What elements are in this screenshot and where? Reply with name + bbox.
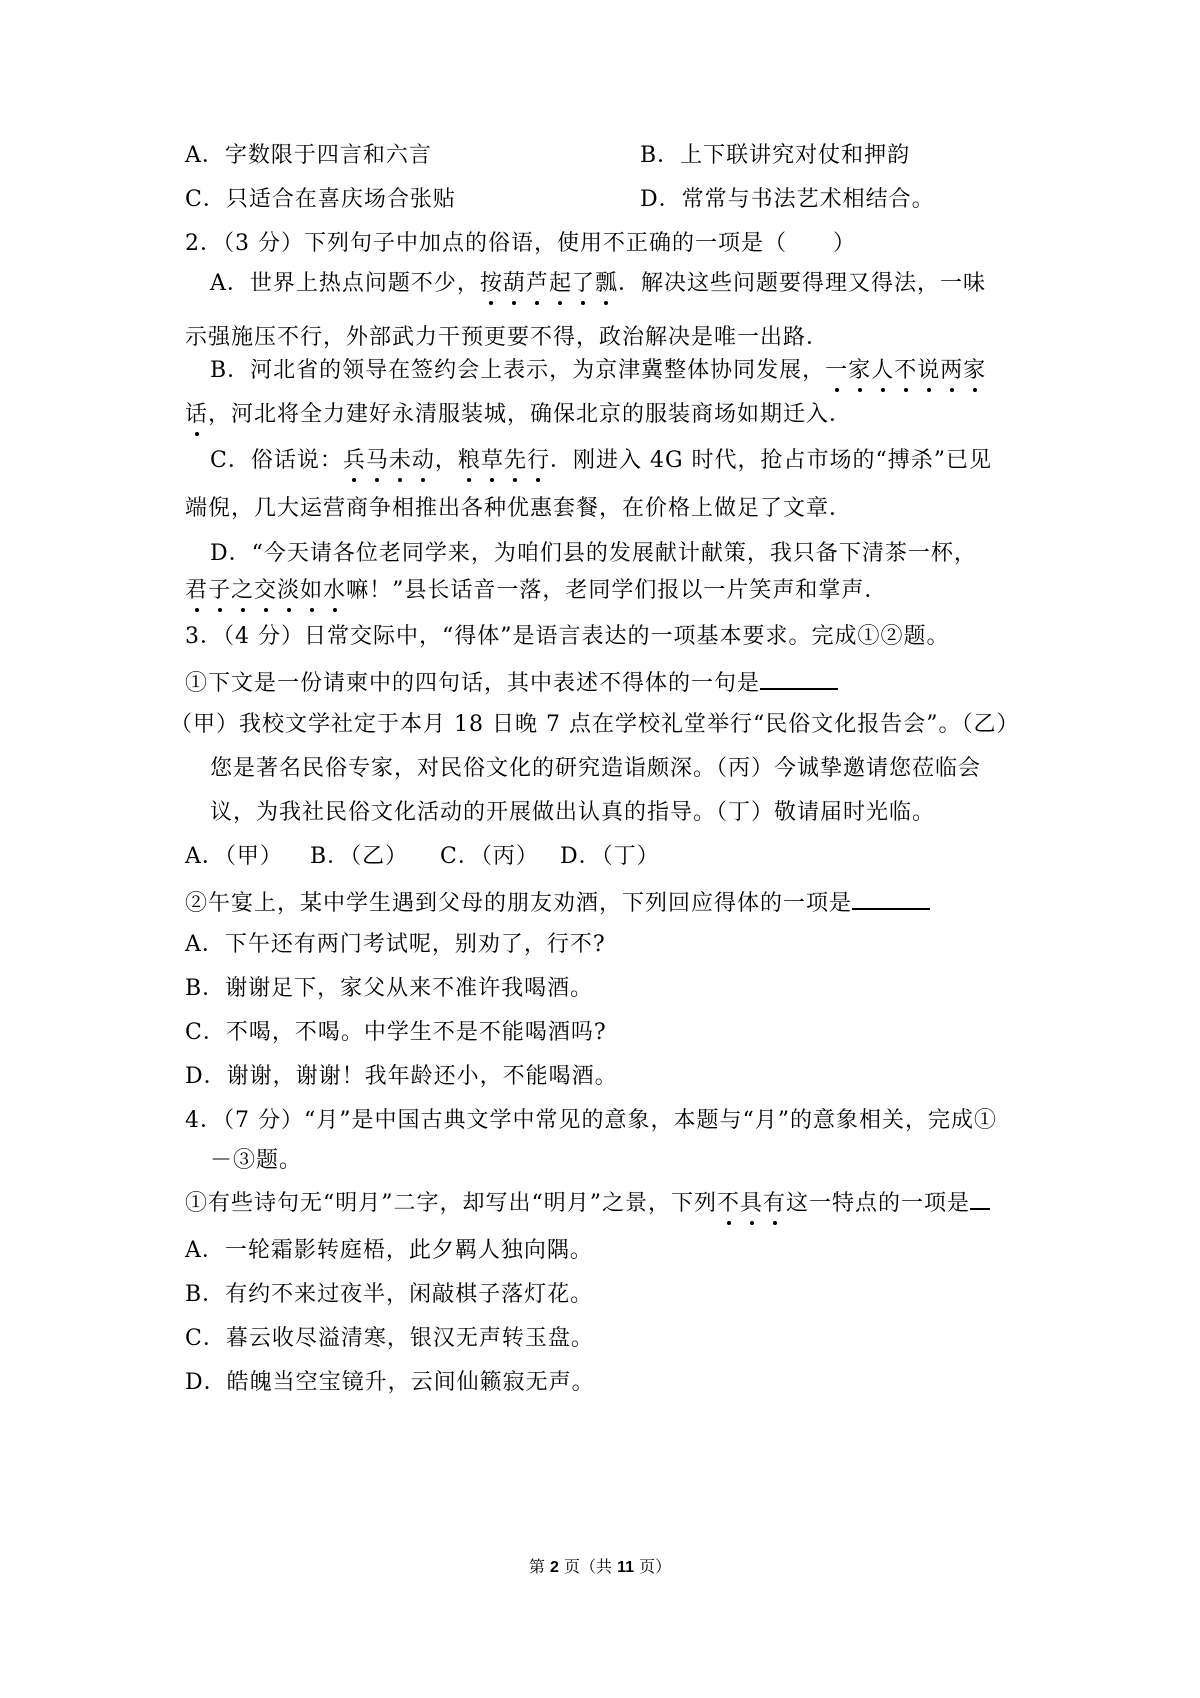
dotted-phrase: 一家人不说两家 bbox=[825, 358, 986, 383]
answer-blank bbox=[970, 1186, 990, 1210]
q2-stem: 2．（3 分）下列句子中加点的俗语，使用不正确的一项是（ ） bbox=[185, 231, 856, 256]
q4-option-b: B．有约不来过夜半，闲敲棋子落灯花。 bbox=[185, 1282, 594, 1307]
dotted-phrase: 按葫芦起了瓢 bbox=[480, 271, 618, 296]
q2-option-a-line1: A．世界上热点问题不少，按葫芦起了瓢．解决这些问题要得理又得法，一味 bbox=[210, 269, 986, 299]
dotted-phrase: 兵马未动，粮草先行 bbox=[343, 448, 550, 473]
dotted-phrase: 话 bbox=[185, 402, 208, 427]
q4-option-c: C．暮云收尽溢清寒，银汉无声转玉盘。 bbox=[185, 1326, 594, 1351]
q4-stem-line2: －③题。 bbox=[210, 1148, 303, 1173]
q3-sub2-option-c: C．不喝，不喝。中学生不是不能喝酒吗? bbox=[185, 1020, 607, 1045]
q3-invitation-line3: 议，为我社民俗文化活动的开展做出认真的指导。（丁）敬请届时光临。 bbox=[210, 800, 936, 825]
dotted-phrase: 不具有 bbox=[717, 1191, 786, 1216]
answer-blank bbox=[760, 666, 838, 690]
q4-option-a: A．一轮霜影转庭梧，此夕羁人独向隅。 bbox=[185, 1238, 593, 1263]
page-total: 11 bbox=[617, 1559, 635, 1576]
q1-option-d: D．常常与书法艺术相结合。 bbox=[640, 187, 935, 212]
q3-sub2-option-b: B．谢谢足下，家父从来不准许我喝酒。 bbox=[185, 976, 594, 1001]
q2-option-b-line1: B．河北省的领导在签约会上表示，为京津冀整体协同发展，一家人不说两家 bbox=[210, 356, 986, 386]
q2-option-c-line1: C．俗话说：兵马未动，粮草先行．刚进入 4G 时代，抢占市场的“搏杀”已见 bbox=[210, 446, 992, 476]
q3-option-c: C．（丙） bbox=[440, 844, 539, 869]
q3-option-d: D．（丁） bbox=[560, 844, 660, 869]
q3-stem: 3．（4 分）日常交际中，“得体”是语言表达的一项基本要求。完成①②题。 bbox=[185, 624, 950, 649]
page-number: 2 bbox=[549, 1559, 559, 1576]
q3-invitation-line2: 您是著名民俗专家，对民俗文化的研究造诣颇深。（丙）今诚挚邀请您莅临会 bbox=[210, 756, 982, 781]
q1-option-c: C．只适合在喜庆场合张贴 bbox=[185, 187, 456, 212]
q4-stem-line1: 4．（7 分）“月”是中国古典文学中常见的意象，本题与“月”的意象相关，完成① bbox=[185, 1108, 997, 1133]
q2-option-b-line2: 话，河北将全力建好永清服装城，确保北京的服装商场如期迁入． bbox=[185, 400, 852, 430]
dotted-phrase: 君子之交淡如水 bbox=[185, 578, 346, 603]
q1-option-b: B．上下联讲究对仗和押韵 bbox=[640, 143, 911, 168]
q3-sub1: ①下文是一份请柬中的四句话，其中表述不得体的一句是 bbox=[185, 666, 838, 699]
q2-option-a-line2: 示强施压不行，外部武力干预更要不得，政治解决是唯一出路． bbox=[185, 325, 830, 350]
q3-option-b: B．（乙） bbox=[310, 844, 409, 869]
q3-sub2: ②午宴上，某中学生遇到父母的朋友劝酒，下列回应得体的一项是 bbox=[185, 886, 930, 919]
page-footer: 第 2 页（共 11 页） bbox=[528, 1557, 672, 1576]
q3-sub2-option-a: A．下午还有两门考试呢，别劝了，行不? bbox=[185, 932, 606, 957]
q2-option-c-line2: 端倪，几大运营商争相推出各种优惠套餐，在价格上做足了文章． bbox=[185, 496, 853, 521]
answer-blank bbox=[852, 886, 930, 910]
q1-option-a: A．字数限于四言和六言 bbox=[185, 143, 432, 168]
q3-option-a: A．（甲） bbox=[185, 844, 283, 869]
q4-sub1: ①有些诗句无“明月”二字，却写出“明月”之景，下列不具有这一特点的一项是 bbox=[185, 1186, 990, 1219]
q3-invitation-line1: （甲）我校文学社定于本月 18 日晚 7 点在学校礼堂举行“民俗文化报告会”。（乙） bbox=[170, 712, 1020, 737]
q4-option-d: D．皓魄当空宝镜升，云间仙籁寂无声。 bbox=[185, 1370, 595, 1395]
q2-option-d-line2: 君子之交淡如水嘛！”县长话音一落，老同学们报以一片笑声和掌声． bbox=[185, 576, 887, 606]
q2-option-d-line1: D．“今天请各位老同学来，为咱们县的发展献计献策，我只备下清茶一杯， bbox=[210, 541, 977, 566]
q3-sub2-option-d: D．谢谢，谢谢！我年龄还小，不能喝酒。 bbox=[185, 1064, 618, 1089]
